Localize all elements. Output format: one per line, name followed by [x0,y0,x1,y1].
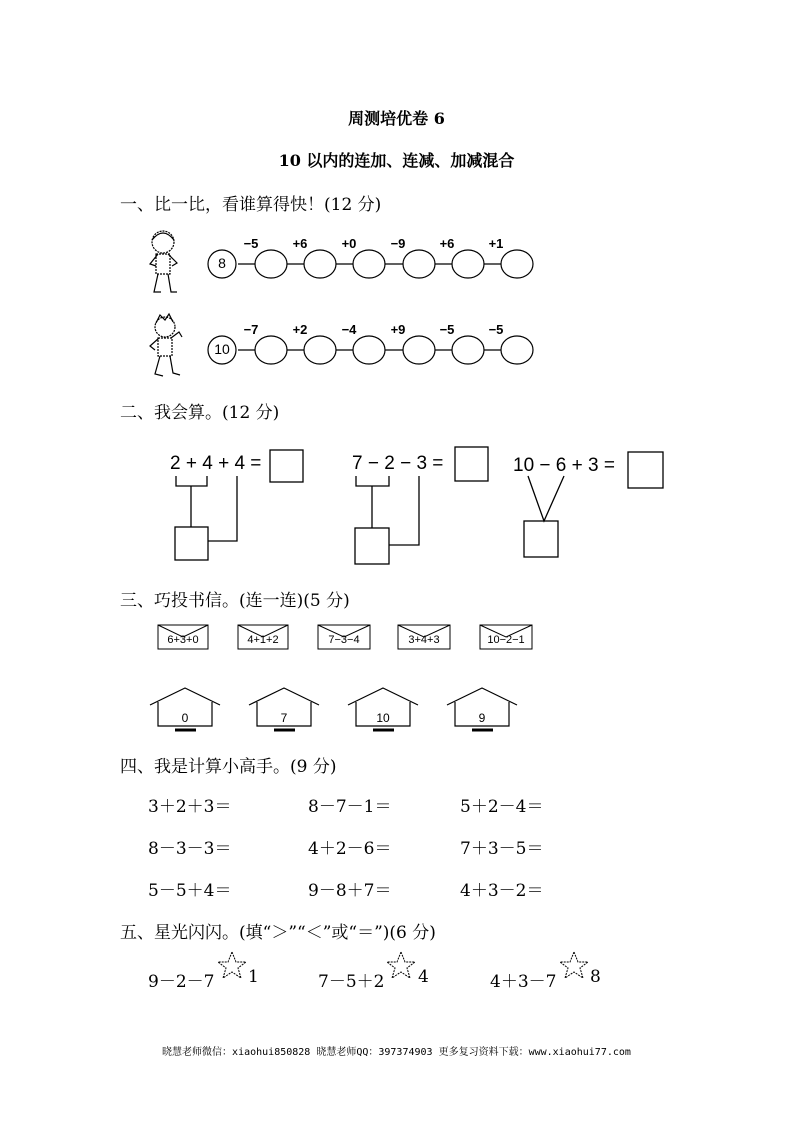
answer-circle [304,250,336,278]
envelope-label: 3+4+3 [408,634,440,646]
section5-heading: 五、星光闪闪。(填“＞”“＜”或“＝”)(6 分) [120,923,436,943]
section3-heading: 三、巧投书信。(连一连)(5 分) [120,591,350,611]
envelope-label: 4+1+2 [247,634,279,646]
calc-problem: 9－8＋7＝ [308,881,392,901]
house-number: 10 [376,711,390,725]
chain1-op: −5 [243,236,259,251]
house-number: 9 [478,711,486,725]
section2-heading: 二、我会算。(12 分) [120,403,280,423]
calc-problem: 8－7－1＝ [308,797,392,817]
section1-heading: 一、比一比，看谁算得快！(12 分) [120,195,382,215]
envelope-label: 10−2−1 [487,634,525,646]
calc-problem: 5－5＋4＝ [148,881,232,901]
compare-left: 4＋3－7 [490,972,557,992]
compare-right: 1 [248,967,259,987]
calc-problem: 5＋2－4＝ [460,797,544,817]
answer-circle [353,250,385,278]
compare-left: 9－2－7 [148,972,215,992]
houses [150,688,517,730]
chain2-op: −7 [243,322,259,337]
answer-circle [304,336,336,364]
chain2-op: +9 [390,322,406,337]
answer-circle [452,336,484,364]
answer-circle [353,336,385,364]
chain2-op: −4 [341,322,357,337]
envelope-label: 7−3−4 [328,634,360,646]
chain2-op: −5 [439,322,455,337]
chain2-op: +2 [292,322,308,337]
answer-circle [452,250,484,278]
chain1-op: +1 [488,236,504,251]
section2-expression: 10 − 6 + 3 = [513,455,615,476]
chain1-start: 8 [218,255,226,271]
page-title: 周测培优卷 6 [348,109,445,128]
chain1-op: +6 [439,236,455,251]
star-icon [387,952,415,978]
calc-problem: 8－3－3＝ [148,839,232,859]
boy-figure-icon [150,314,182,376]
calc-problem: 7＋3－5＝ [460,839,544,859]
section2-expression: 2 + 4 + 4 = [170,453,262,474]
section2-expression: 7 − 2 − 3 = [352,453,444,474]
answer-circle [403,336,435,364]
chain1-op: +6 [292,236,308,251]
star-icon [560,952,588,978]
compare-right: 4 [418,967,429,987]
chain2-op: −5 [488,322,504,337]
answer-circle [255,336,287,364]
calc-problem: 3＋2＋3＝ [148,797,232,817]
house-number: 7 [280,711,288,725]
answer-circle [403,250,435,278]
house-number: 0 [181,711,189,725]
compare-left: 7－5＋2 [318,972,385,992]
calc-problem: 4＋2－6＝ [308,839,392,859]
chain1-op: −9 [390,236,406,251]
answer-circle [501,336,533,364]
star-icon [218,952,246,978]
chain-1 [208,250,533,278]
section4-heading: 四、我是计算小高手。(9 分) [120,757,337,777]
answer-circle [255,250,287,278]
chain-2 [208,336,533,364]
chain2-start: 10 [214,341,230,357]
compare-right: 8 [590,967,601,987]
chain1-op: +0 [341,236,357,251]
girl-figure-icon [150,231,177,292]
footer-text: 晓慧老师微信：xiaohui850828 晓慧老师QQ：397374903 更多复习资料下载：www.xiaohui77.com [162,1047,631,1058]
calc-problem: 4＋3－2＝ [460,881,544,901]
envelope-label: 6+3+0 [167,634,199,646]
page-subtitle: 10 以内的连加、连减、加减混合 [278,151,515,170]
answer-circle [501,250,533,278]
